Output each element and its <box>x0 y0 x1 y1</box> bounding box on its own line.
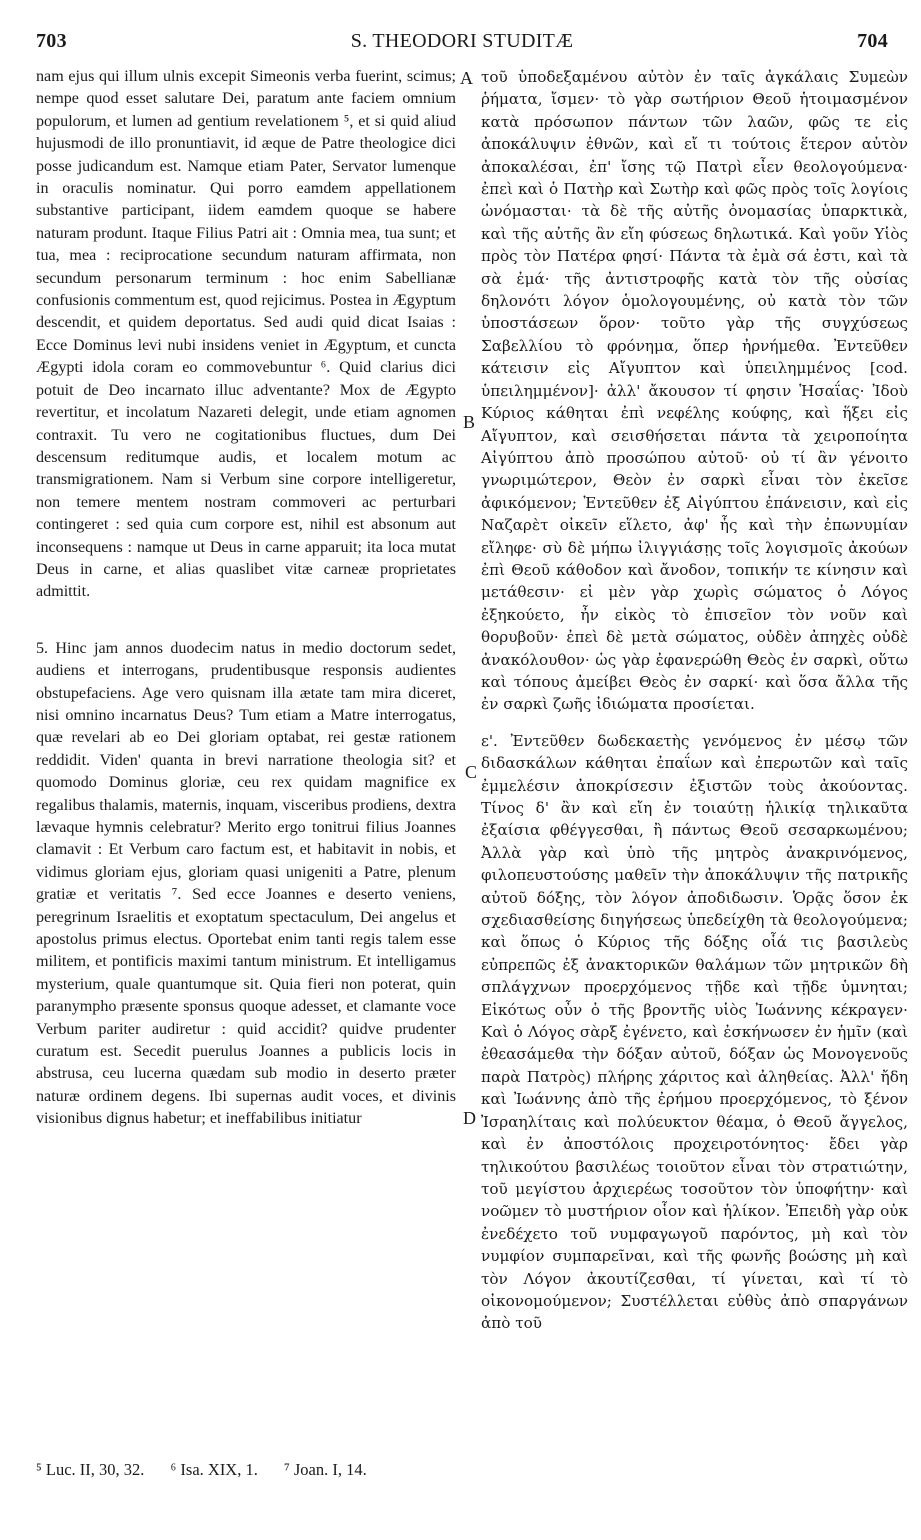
page-number-right: 704 <box>857 30 888 52</box>
margin-marker-a: A <box>460 68 473 88</box>
latin-paragraph-1: nam ejus qui illum ulnis excepit Simeonis verba fuerint, scimus; nempe quod esset salutare Dei, paratum ante faciem omnium populorum, et lumen ad gentium revelationem ⁵, et si quid aliud hujusmodi de illo pronuntiavit, id æque de Patre theologice dici posse judicandum est. Namque etiam Pater, Servator lumenque in oraculis nominatur. Qui porro eamdem appellationem substantive participant, iidem eamdem quoque se habere naturam produnt. Itaque Filius Patri ait : Omnia mea, tua sunt; et tua, mea : reciprocatione secundum naturam affirmata, non secundum personarum terminum : hoc enim Sabellianæ confusionis commentum est, quod rejicimus. Postea in Ægyptum descendit, et quidem deportatus. Sed audi quid dicat Isaias : Ecce Dominus levi nubi insidens veniet in Ægyptum, et cuncta Ægypti idola coram eo commovebuntur ⁶. Quid clarius dici potuit de Deo incarnato illuc adventante? Mox de Ægypto revertitur, et incolatum Nazareti delegit, unde etiam agnomen contraxit. Tu vero ne cogitationibus fluctues, dum Dei descensum reditumque audis, et localem motum ac transmigrationem. Nam si Verbum sine corpore intelligeretur, non temere mentem nostram commoveri ac perturbari contingeret : sed quia cum corpore est, nihil est absonum aut inconsequens : namque ut Deus in carne apparuit; ita loca mutat Deus in carne, et alias quaslibet vitæ carneæ proprietates admittit. <box>36 68 456 601</box>
greek-paragraph-2: ε'. Ἐντεῦθεν δωδεκαετὴς γενόμενος ἐν μέσῳ τῶν διδασκάλων κάθηται ἐπαΐων καὶ ἐπερωτῶν καὶ ταῖς ἐμμελέσιν ἀποκρίσεσιν ἐξιστῶν τοὺς ἀκούοντας. Τίνος δ' ἂν καὶ εἴη ἐν τοιαύτῃ ἡλικίᾳ τηλικαῦτα ἐξαίσια φθέγγεσθαι, ἢ πάντως Θεοῦ σεσαρκωμένου; Ἀλλὰ γὰρ καὶ ὑπὸ τῆς μητρὸς ἀνακρινόμενος, φιλοπευστούσης μαθεῖν τὴν ἀποκάλυψιν τῆς πατρικῆς αὐτοῦ δόξης, τὸν λόγον ἀποδιδωσιν. Ὁρᾷς ὅσον ἐκ σχεδιασθείσης διηγήσεως ὑπεδείχθη τὰ θεολογούμενα; καὶ ὅπως ὁ Κύριος τῆς δόξης οἷά τις βασιλεὺς εὐπρεπῶς ἐξ ἀνακτορικῶν θαλάμων τῶν μητρικῶν δὴ σπλάγχνων προερχόμενος τῇδε καὶ τῇδε ὑμνηται; Εἰκότως οὖν ὁ τῆς βροντῆς υἱὸς Ἰωάννης κέκραγεν· Καὶ ὁ Λόγος σὰρξ ἐγένετο, καὶ ἐσκήνωσεν ἐν ἡμῖν (καὶ ἐθεασάμεθα τὴν δόξαν αὐτοῦ, δόξαν ὡς Μονογενοῦς παρὰ Πατρὸς) πλήρης χάριτος καὶ ἀληθείας. Ἀλλ' ἤδη καὶ Ἰωάννης ἀπὸ τῆς ἐρήμου προερχόμενος, τὸ ξένον Ἰσραηλίταις καὶ πολύευκτον θέαμα, ὁ Θεοῦ ἄγγελος, καὶ ἐν ἀποστόλοις προχειροτόνητος· ἔδει γὰρ τηλικούτου βασιλέως τοιοῦτον εἶναι τὸν στρατιώτην, τοῦ μεγίστου ἀρχιερέως τοσοῦτον τὸν ὑποφήτην· καὶ νοῶμεν τὸ μυστήριον οἷον καὶ ἡλίκον. Ἐπειδὴ γὰρ οὐκ ἐνεδέχετο τοῦ νυμφαγωγοῦ παρόντος, μὴ καὶ τὸν νυμφίον συμπαρεῖναι, καὶ τῆς φωνῆς βοώσης μὴ καὶ τὸν Λόγον ἀκουτίζεσθαι, τί γίνεται, καὶ τί τὸ οἰκονομούμενον; Συστέλλεται εὐθὺς ἀπὸ σπαργάνων ἀπὸ τοῦ <box>481 731 908 1333</box>
paragraph-gap <box>481 716 908 730</box>
greek-column <box>481 66 908 1335</box>
margin-marker-b: B <box>463 412 476 432</box>
margin-marker-c: C <box>465 762 478 782</box>
latin-column <box>36 66 456 1131</box>
footnote-5: ⁵ Luc. II, 30, 32. <box>36 1460 145 1479</box>
running-title: S. THEODORI STUDITÆ <box>350 30 574 52</box>
latin-paragraph-2: 5. Hinc jam annos duodecim natus in medio doctorum sedet, audiens et interrogans, prudentibusque responsis audientes obstupefaciens. Age vero quisnam illa ætate tam mira diceret, nisi omnino incarnatus Deus? Tum etiam a Matre interrogatus, quæ revelari ab eo Dei gloriam optabat, rei gestæ rationem reddidit. Viden' quanta in brevi narratione theologia sit? et quomodo Dominus gloriæ, ceu rex quidam magnifice ex regalibus thalamis, maternis, inquam, visceribus prodiens, dextra lævaque hymnis celebratur? Merito ergo tonitrui filius Joannes clamavit : Et Verbum caro factum est, et habitavit in nobis, et vidimus gloriam ejus, gloriam quasi unigeniti a Patre, plenum gratiæ et veritatis ⁷. Sed ecce Joannes e deserto veniens, peregrinum Israelitis et exoptatum spectaculum, Dei angelus et apostolus primus electus. Oportebat enim tanti regis talem esse militem, et pontificis maximi tantum ministrum. Et intelligamus mysterium, quale quantumque sit. Quia fieri non poterat, quin paranympho præsente sponsus quoque adesset, et clamante voce Verbum pariter audiretur : quid accidit? quidve prudenter curatum est. Secedit puerulus Joannes a publicis locis in abstrusa, ceu lucerna quædam sub modio in deserto præter naturæ ordinem degens. Ibi supernas audit voces, et divinis visionibus dignus habetur; et ineffabilibus initiatur <box>36 639 456 1128</box>
greek-paragraph-1: τοῦ ὑποδεξαμένου αὐτὸν ἐν ταῖς ἀγκάλαις Συμεὼν ῥήματα, ἴσμεν· τὸ γὰρ σωτήριον Θεοῦ ἡτοιμασμένον κατὰ πρόσωπον πάντων τῶν λαῶν, φῶς τε εἰς ἀποκάλυψιν ἐθνῶν, καὶ εἴ τι τούτοις ἕτερον αὐτὸν ἀποκαλέσαι, ἐπ' ἴσης τῷ Πατρὶ εἶεν θεολογούμενα· ἐπεὶ καὶ ὁ Πατὴρ καὶ Σωτὴρ καὶ φῶς πρὸς τοῖς λογίοις ὠνόμασται· τὰ δὲ τῆς αὐτῆς ὀνομασίας ὑπαρκτικὰ, καὶ τῆς αὐτῆς ἂν εἴη φύσεως δηλωτικά. Καὶ γοῦν Υἱὸς πρὸς τὸν Πατέρα φησί· Πάντα τὰ ἐμὰ σά ἐστι, καὶ τὰ σὰ ἐμά· τῆς ἀντιστροφῆς κατὰ τὸν τῆς οὐσίας δηλονότι λόγον ὁμολογουμένης, οὐ κατὰ τὸν τῶν ὑποστάσεων ὅρον· τοῦτο γὰρ τῆς συγχύσεως Σαβελλίου τὸ φρόνημα, ὅπερ ἠρνήμεθα. Ἐντεῦθεν κάτεισιν εἰς Αἴγυπτον καὶ ὑπειλημμένος [cod. ὑπειλημμένον]· ἀλλ' ἄκουσον τί φησιν Ἡσαΐας· Ἰδοὺ Κύριος κάθηται ἐπὶ νεφέλης κούφης, καὶ ἥξει εἰς Αἴγυπτον, καὶ σεισθήσεται πάντα τὰ χειροποίητα Αἰγύπτου ἀπὸ προσώπου αὐτοῦ· οὐ τί ἂν γένοιτο γνωριμώτερον, Θεὸν ἐν σαρκὶ εἶναι τὸν ἐκεῖσε ἀφικόμενον; Ἐντεῦθεν ἐξ Αἰγύπτου ἐπάνεισιν, καὶ εἰς Ναζαρὲτ οἰκεῖν εἵλετο, ἀφ' ἧς καὶ τὴν ἐπωνυμίαν εἴληφε· σὺ δὲ μήπω ἰλιγγιάσῃς τοῖς λογισμοῖς ἀκούων ἐπὶ Θεοῦ κάθοδον καὶ ἄνοδον, τοπικήν τε κίνησιν καὶ μετάθεσιν· εἰ μὲν γὰρ χωρὶς σώματος ὁ Λόγος ἐξηκούετο, ἦν εἰκὸς τὸ ἐπισεῖον τὸν νοῦν καὶ θορυβοῦν· ἐπεὶ δὲ μετὰ σώματος, οὐδὲν ἀπηχὲς οὐδὲ ἀνακόλουθον· ὡς γὰρ ἐφανερώθη Θεὸς ἐν σαρκὶ, οὕτω καὶ τόπους ἀμείβει Θεὸς ἐν σαρκί· καὶ ὅσα ἄλλα τῆς ἐν σαρκὶ ζωῆς ἰδιώματα προσίεται. <box>481 68 908 714</box>
footnote-6: ⁶ Isa. XIX, 1. <box>170 1460 258 1479</box>
margin-marker-d: D <box>463 1108 476 1128</box>
page-header <box>36 30 888 56</box>
paragraph-gap <box>36 604 456 638</box>
footnotes <box>36 1460 456 1480</box>
footnote-7: ⁷ Joan. I, 14. <box>283 1460 367 1479</box>
page-number-left: 703 <box>36 30 67 52</box>
